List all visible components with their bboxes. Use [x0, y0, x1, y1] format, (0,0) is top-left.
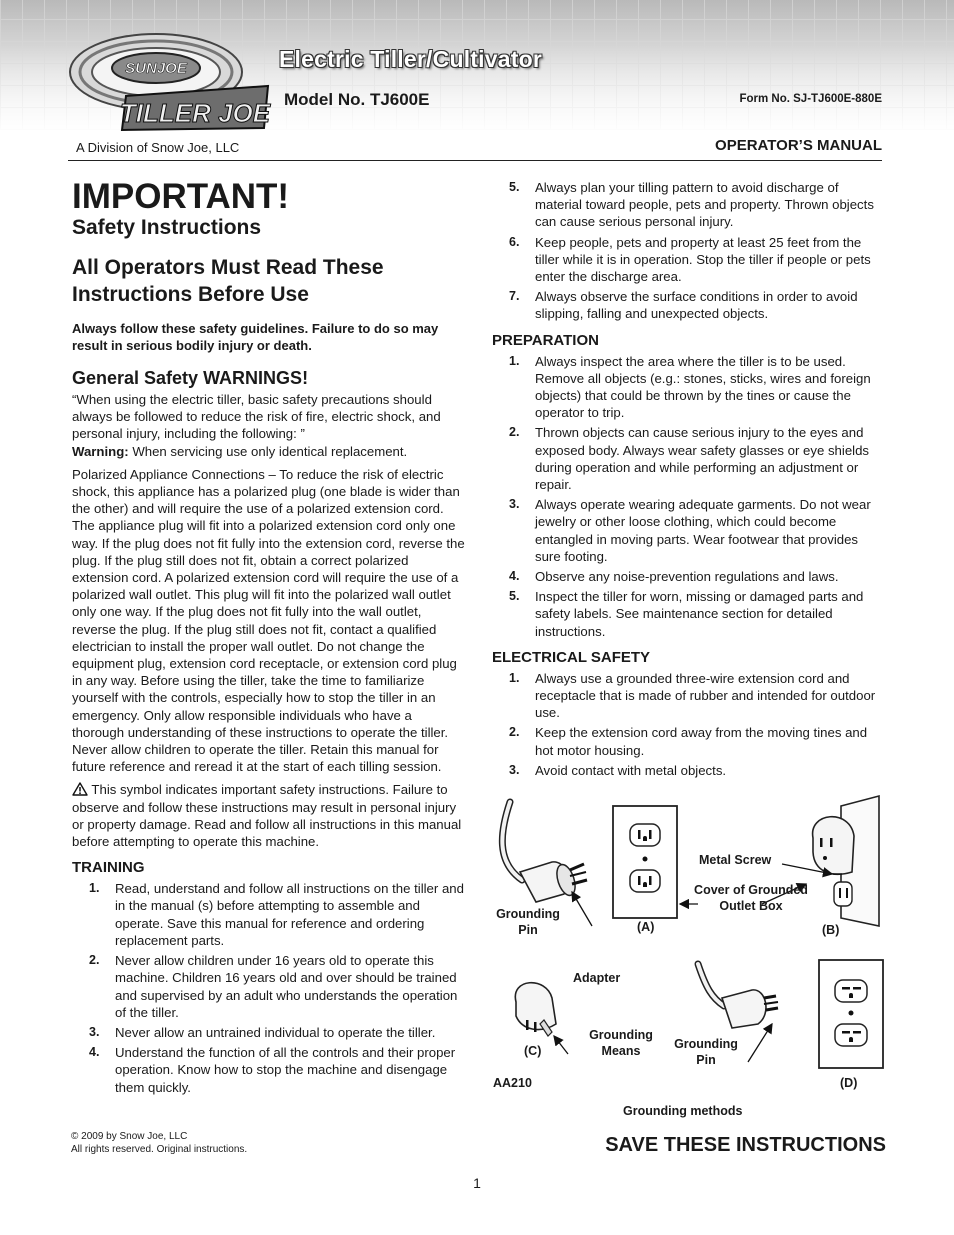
general-safety-heading: General Safety WARNINGS! [72, 368, 309, 388]
metal-screw-label: Metal Screw [699, 853, 772, 867]
item-text: Always observe the surface conditions in order to avoid slipping, falling and unexpected objects. [535, 289, 858, 322]
right-column [492, 179, 884, 782]
header-divider [68, 160, 882, 161]
safety-guideline-note: Always follow these safety guidelines. Failure to do so may result in serious bodily injury or death. [72, 321, 439, 353]
document-title: Electric Tiller/Cultivator [279, 46, 542, 72]
item-text: Inspect the tiller for worn, missing or damaged parts and safety labels. See maintenance section for detailed instructions. [535, 589, 864, 639]
all-operators-heading: All Operators Must Read These Instructions Before Use [72, 256, 384, 306]
label-a: (A) [637, 920, 655, 934]
list-item [72, 1044, 465, 1096]
item-text: Keep the extension cord away from the moving tines and hot motor housing. [535, 725, 868, 758]
item-number: 4. [509, 569, 520, 584]
cover-outlet-box-label: Cover of Grounded Outlet Box [694, 883, 808, 913]
general-safety-paragraph: “When using the electric tiller, basic safety precautions should always be followed to reduce the risk of fire, electric shock, and personal injury, including the following: ” [72, 392, 441, 442]
plug-d-illustration [698, 964, 778, 1028]
item-number: 7. [509, 289, 520, 304]
operators-manual-label: OPERATOR’S MANUAL [715, 137, 882, 154]
item-text: Read, understand and follow all instructions on the tiller and in the manual (s) before attempting to assemble and operate. Save this manual for reference and ordering replacement parts. [115, 881, 464, 948]
list-item [492, 234, 884, 286]
preparation-list [492, 353, 884, 640]
model-number: Model No. TJ600E [284, 90, 430, 109]
list-item [72, 1024, 465, 1041]
item-text: Thrown objects can cause serious injury to the eyes and exposed body. Always wear safety glasses or eye shields during operation and while performing an adjustment or repair. [535, 425, 870, 493]
adapter-label: Adapter [573, 971, 621, 985]
item-text: Always use a grounded three-wire extension cord and receptacle that is made of rubber and intended for outdoor use. [535, 670, 876, 721]
item-number: 2. [509, 725, 520, 740]
item-text: Never allow children under 16 years old to operate this machine. Children 16 years old and over should be trained and supervised by an adult who understands the operation of the tiller. [115, 953, 458, 1020]
copyright-line: © 2009 by Snow Joe, LLC [71, 1131, 188, 1142]
item-number: 1. [509, 353, 520, 368]
logo-tiller-joe-text: TILLER JOE [119, 98, 271, 128]
left-column [72, 178, 465, 1099]
rights-line: All rights reserved. Original instructions. [71, 1144, 248, 1155]
polarized-paragraph: Polarized Appliance Connections – To reduce the risk of electric shock, this appliance has a polarized plug (one blade is wider than the other) and will require the use of a polarized extension cord. The appliance plug will fit into a polarized extension cord only one way. If the plug does not fit fully into the extension cord, reverse the plug. If the plug still does not fit, obtain a correct polarized extension cord. A polarized extension cord will require the use of a polarized wall outlet. This plug will fit into the polarized wall outlet only one way. If the plug does not fit fully into the wall outlet, reverse the plug. If the plug still does not fit, contact a qualified electrician to install the proper wall outlet. Do not change the equipment plug, extension cord receptacle, or extension cord plug in any way. Before using the tiller, take the time to familiarize yourself with the controls, especially how to stop the tiller in an emergency. Only allow responsible individuals who have a thorough understanding of these instructions to operate the tiller. Never allow children to operate the tiller. Retain this manual for future reference and reread it at the start of each tilling session. [72, 466, 465, 775]
warning-text: When servicing use only identical replacement. [128, 443, 408, 459]
logo-sunjoe-text: SUNJOE [125, 60, 187, 77]
list-item [492, 353, 884, 422]
list-item [492, 724, 884, 758]
item-number: 2. [509, 425, 520, 440]
figure-code: AA210 [493, 1076, 532, 1090]
warning-paragraph [72, 443, 465, 460]
figure-caption: Grounding methods [623, 1104, 743, 1118]
copyright-block [71, 1130, 247, 1156]
item-number: 6. [509, 234, 520, 249]
item-number: 1. [89, 881, 100, 896]
training-list-continued [492, 179, 884, 323]
item-text: Always plan your tilling pattern to avoid discharge of material toward people, pets and property. Thrown objects can cause serious personal injury. [535, 180, 874, 230]
grounding-pin-label-a: Grounding Pin [496, 907, 560, 937]
grounding-methods-figure [486, 792, 890, 1122]
item-number: 5. [509, 589, 520, 604]
list-item [492, 588, 884, 640]
item-text: Never allow an untrained individual to operate the tiller. [115, 1024, 436, 1040]
item-text: Avoid contact with metal objects. [535, 762, 727, 778]
outlet-b-illustration [813, 796, 879, 926]
item-text: Always inspect the area where the tiller is to be used. Remove all objects (e.g.: stones, sticks, wires and foreign objects) that could be thrown by the tines or cause the operator to trip. [535, 353, 871, 421]
label-c: (C) [524, 1044, 542, 1058]
adapter-c-illustration [515, 983, 556, 1036]
important-heading: IMPORTANT! [72, 177, 290, 216]
item-number: 2. [89, 953, 100, 968]
warning-label: Warning: [72, 443, 129, 459]
item-number: 4. [89, 1045, 100, 1060]
plug-a-illustration [502, 802, 587, 902]
symbol-paragraph [72, 781, 465, 850]
item-number: 3. [509, 762, 520, 777]
grounding-pin-label-d: Grounding Pin [674, 1037, 738, 1067]
training-list [72, 880, 465, 1095]
training-heading: TRAINING [72, 859, 145, 877]
list-item [492, 568, 884, 585]
list-item [72, 880, 465, 949]
electrical-safety-list [492, 670, 884, 779]
item-number: 5. [509, 180, 520, 194]
list-item [492, 179, 884, 231]
item-text: Keep people, pets and property at least 25 feet from the tiller while it is in operation. Stop the tiller if people or pets enter the discharge area. [535, 234, 871, 285]
item-text: Always operate wearing adequate garments. Do not wear jewelry or other loose clothing, which could become entangled in moving parts. Wear footwear that provides sure footing. [535, 497, 871, 564]
outlet-a-illustration [613, 806, 677, 918]
grounding-means-label: Grounding Means [589, 1028, 653, 1058]
list-item [492, 288, 884, 322]
save-instructions-heading: SAVE THESE INSTRUCTIONS [605, 1134, 886, 1156]
label-d: (D) [840, 1076, 858, 1090]
preparation-heading: PREPARATION [492, 331, 599, 349]
grounding-diagram [486, 792, 890, 1122]
label-b: (B) [822, 923, 840, 937]
sunjoe-tiller-joe-logo [68, 30, 274, 134]
list-item [492, 762, 884, 779]
electrical-safety-heading: ELECTRICAL SAFETY [492, 648, 651, 666]
item-text: Understand the function of all the controls and their proper operation. Know how to stop the machine and disengage them quickly. [115, 1045, 456, 1095]
list-item [492, 496, 884, 565]
item-text: Observe any noise-prevention regulations and laws. [535, 569, 839, 585]
form-number: Form No. SJ-TJ600E-880E [739, 93, 882, 105]
item-number: 3. [89, 1024, 100, 1039]
item-number: 1. [509, 670, 520, 685]
safety-instructions-heading: Safety Instructions [72, 216, 262, 239]
warning-triangle-icon [72, 782, 88, 796]
division-text: A Division of Snow Joe, LLC [76, 140, 240, 155]
item-number: 3. [509, 497, 520, 512]
symbol-text: This symbol indicates important safety instructions. Failure to observe and follow these instructions may result in personal injury or property damage. Read and follow all instructions in this manual before attempting to operate this machine. [72, 782, 462, 850]
list-item [492, 424, 884, 493]
list-item [72, 952, 465, 1021]
page-number: 1 [473, 1175, 481, 1191]
outlet-d-illustration [819, 960, 883, 1068]
list-item [492, 670, 884, 722]
